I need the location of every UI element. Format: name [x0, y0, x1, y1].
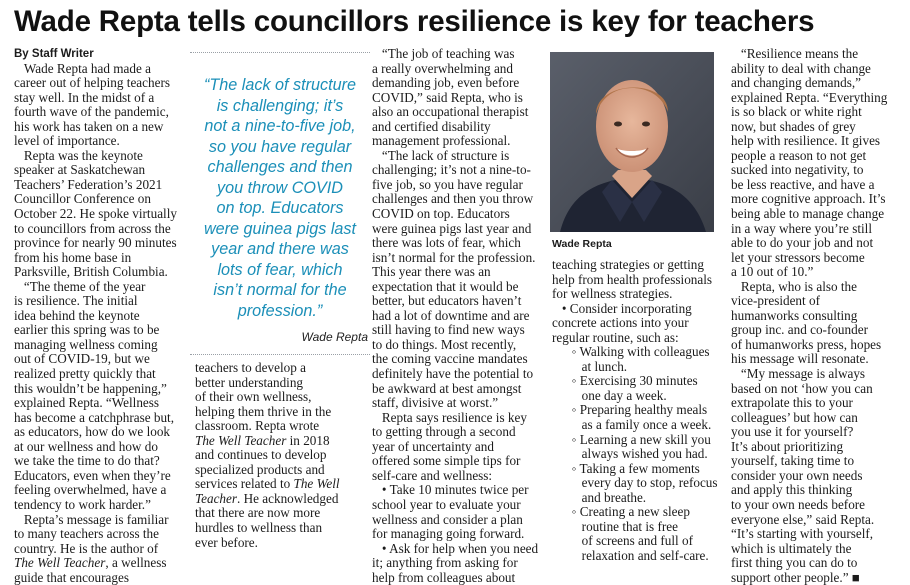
article-column-2	[195, 361, 371, 550]
col1-line: we take the time to do that?	[14, 453, 160, 469]
col3-line: This year there was an	[372, 264, 491, 280]
pull_quote-line: year and there was	[211, 240, 349, 258]
col1-line: earlier this spring was to be	[14, 322, 160, 338]
col3-line: definitely have the potential to	[372, 366, 534, 382]
pull_quote-line: lots of fear, which	[217, 260, 343, 279]
col2-line: better understanding	[195, 374, 304, 390]
col4-line: ◦ Creating a new sleep	[552, 504, 690, 520]
col5-line: Repta, who is also the	[731, 278, 857, 294]
col4-line: one day a week.	[552, 387, 667, 403]
col5-line: sucked into negativity, to	[731, 162, 864, 178]
col1-line: realized pretty quickly that	[14, 366, 156, 382]
col3-line: demanding job, even before	[372, 75, 520, 91]
col3-line: the coming vaccine mandates	[372, 351, 528, 367]
col3-line: still having to find new ways	[372, 322, 525, 338]
col5-line: It’s about prioritizing	[731, 438, 844, 454]
col4-line: for wellness strategies.	[552, 286, 673, 302]
col4-line: help from health professionals	[552, 271, 713, 287]
col1-line: managing wellness coming	[14, 336, 158, 352]
col4-line: every day to stop, refocus	[552, 475, 718, 491]
col3-line: • Take 10 minutes twice per	[372, 482, 529, 498]
col1-line: feeling overwhelmed, have a	[14, 482, 167, 498]
col2-line: specialized products and	[195, 461, 325, 477]
col1-line: has become a catchphrase but,	[14, 409, 175, 425]
col3-line: to do things. Most recently,	[372, 336, 517, 352]
pull_quote-line: is challenging; it’s	[216, 96, 344, 115]
col4-line: teaching strategies or getting	[552, 258, 704, 272]
col5-line: yourself, taking time to	[731, 453, 855, 469]
pull_quote-line: profession.”	[237, 301, 323, 320]
col3-line: also an occupational therapist	[372, 104, 529, 120]
col5-line: now, but shades of grey	[731, 118, 856, 134]
col3-line: challenging; it’s not a nine-to-	[372, 162, 531, 178]
col2-line: that there are now more	[195, 505, 321, 521]
portrait-photo	[550, 52, 714, 232]
col1-line: The Well Teacher, a wellness	[14, 555, 167, 571]
col1-line: from his home base in	[14, 249, 132, 265]
col5-line: and changing demands,”	[731, 75, 862, 91]
col3-line: for managing going forward.	[372, 526, 525, 542]
pull-quote-attribution: Wade Repta	[301, 330, 368, 344]
headline: Wade Repta tells councillors resilience is key for teachers	[14, 5, 815, 38]
col3-line: staff, divisive at worst.”	[372, 395, 499, 411]
col1-line: level of importance.	[14, 133, 120, 149]
col2-line: of their own wellness,	[195, 389, 312, 405]
col5-line: help with resilience. It gives	[731, 133, 881, 149]
col5-line: support other people.” ■	[731, 569, 860, 585]
col5-line: based on not ‘how you can	[731, 380, 873, 396]
col4-line: as a family once a week.	[552, 417, 712, 433]
col3-line: a really overwhelming and	[372, 60, 513, 76]
col3-line: to getting through a second	[372, 424, 516, 440]
col5-line: to your own needs before	[731, 496, 866, 512]
col3-line: school year to evaluate your	[372, 496, 521, 512]
col5-lines	[731, 47, 907, 585]
col5-line: of humanworks press, hopes	[731, 336, 882, 352]
col5-line: explained Repta. “Everything	[731, 89, 888, 105]
col3-line: • Ask for help when you need	[372, 540, 539, 556]
col1-line: as educators, how do we look	[14, 424, 171, 440]
col4-line: at lunch.	[552, 358, 628, 374]
pull_quote-line: isn’t normal for the	[213, 281, 347, 299]
col1-line: province for nearly 90 minutes	[14, 235, 177, 251]
col1-line: fourth wave of the pandemic,	[14, 104, 169, 120]
col3-lines	[372, 47, 546, 585]
col5-line: “My message is always	[731, 366, 866, 382]
col1-line: speaker at Saskatchewan	[14, 162, 146, 178]
col5-line: more cognitive approach. It’s	[731, 191, 886, 207]
col1-line: Repta was the keynote	[14, 147, 143, 163]
col1-line: Teachers’ Federation’s 2021	[14, 176, 163, 192]
col1-line: is resilience. The initial	[14, 293, 138, 309]
col1-line: “The theme of the year	[14, 278, 146, 294]
col3-line: expectation that it would be	[372, 278, 519, 294]
portrait-image	[550, 52, 714, 232]
col1-line: his work has taken on a new	[14, 118, 164, 134]
col4-line: ◦ Learning a new skill you	[552, 431, 711, 447]
col2-line: The Well Teacher in 2018	[195, 432, 330, 448]
col4-line: of screens and full of	[552, 533, 693, 549]
col2-line: hurdles to wellness than	[195, 520, 323, 536]
col5-line: you use it for yourself?	[731, 424, 854, 440]
col2-line: classroom. Repta wrote	[195, 418, 320, 434]
col5-line: vice-president of	[731, 293, 820, 309]
pull-quote	[190, 52, 370, 344]
pull_quote-line: not a nine-to-five job,	[204, 117, 356, 135]
col3-line: “The job of teaching was	[372, 47, 515, 61]
article-column-4	[552, 258, 724, 563]
pull_quote-line: were guinea pigs last	[203, 219, 357, 238]
col3-line: wellness and consider a plan	[372, 511, 523, 527]
col3-line: COVID,” said Repta, who is	[372, 89, 523, 105]
col1-lines	[14, 62, 186, 585]
col4-line: ◦ Preparing healthy meals	[552, 402, 708, 418]
col4-line: ◦ Walking with colleagues	[552, 344, 710, 360]
col5-line: group inc. and co-founder	[731, 322, 868, 338]
col1-line: to councillors from across the	[14, 220, 171, 236]
pull_quote-line: you throw COVID	[217, 178, 343, 197]
col1-line: tendency to work harder.”	[14, 496, 151, 512]
col4-line: routine that is free	[552, 518, 678, 534]
col3-line: management professional.	[372, 133, 511, 149]
col1-line: this wouldn’t be happening,”	[14, 380, 167, 396]
col3-line: better, but educators haven’t	[372, 293, 522, 309]
col4-line: concrete actions into your	[552, 315, 689, 331]
col3-line: self-care and wellness:	[372, 467, 493, 483]
col5-line: able to do your job and not	[731, 235, 874, 251]
col4-line: relaxation and self-care.	[552, 547, 709, 563]
pull_quote-line: so you have regular	[208, 137, 352, 156]
col3-line: COVID on top. Educators	[372, 206, 510, 222]
col3-line: challenges and then you throw	[372, 191, 534, 207]
col5-line: everyone else,” said Repta.	[731, 511, 875, 527]
col3-line: it; anything from asking for	[372, 555, 518, 571]
col4-line: ◦ Taking a few moments	[552, 460, 700, 476]
col2-line: teachers to develop a	[195, 361, 306, 375]
col3-line: be awkward at best amongst	[372, 380, 522, 396]
col2-lines	[195, 361, 371, 550]
col3-line: and certified disability	[372, 118, 491, 134]
col1-line: Parksville, British Columbia.	[14, 264, 168, 280]
col5-line: colleagues’ but how can	[731, 409, 858, 425]
col3-line: offered some simple tips for	[372, 453, 521, 469]
col1-line: at our wellness and how do	[14, 438, 158, 454]
col5-line: extrapolate this to your	[731, 395, 853, 411]
col4-line: and breathe.	[552, 489, 647, 505]
col1-line: country. He is the author of	[14, 540, 159, 556]
article-column-5	[731, 47, 907, 585]
col5-line: which is ultimately the	[731, 540, 852, 556]
pull_quote-line: on top. Educators	[216, 199, 344, 217]
pull_quote-line: challenges and then	[207, 158, 353, 176]
col5-line: consider your own needs	[731, 467, 863, 483]
col5-line: let your stressors become	[731, 249, 865, 265]
col5-line: ability to deal with change	[731, 60, 871, 76]
col5-line: “Resilience means the	[731, 47, 859, 61]
col2-line: Teacher. He acknowledged	[195, 490, 339, 506]
col5-line: his message will resonate.	[731, 351, 869, 367]
col4-line: ◦ Exercising 30 minutes	[552, 373, 698, 389]
col2-line: helping them thrive in the	[195, 403, 332, 419]
pull_quote-line: “The lack of structure	[203, 76, 357, 94]
col5-line: is so black or white right	[731, 104, 862, 120]
col4-line: regular routine, such as:	[552, 329, 679, 345]
col1-line: stay well. In the midst of a	[14, 89, 155, 105]
article-column-1	[14, 47, 186, 585]
col5-line: be less reactive, and have a	[731, 176, 875, 192]
col1-line: Repta’s message is familiar	[14, 511, 169, 527]
col1-line: guide that encourages	[14, 569, 129, 585]
col1-line: Councillor Conference on	[14, 191, 151, 207]
col5-line: in a way where you’re still	[731, 220, 872, 236]
col4-line: always wished you had.	[552, 446, 708, 462]
col1-line: Wade Repta had made a	[14, 60, 151, 76]
col2-line: services related to The Well	[195, 476, 340, 492]
col2-line: and continues to develop	[195, 447, 327, 463]
col3-line: help from colleagues about	[372, 569, 516, 585]
photo-caption: Wade Repta	[552, 238, 612, 250]
col5-line: and apply this thinking	[731, 482, 853, 498]
col1-line: to many teachers across the	[14, 526, 160, 542]
col5-line: humanworks consulting	[731, 307, 858, 323]
col1-line: career out of helping teachers	[14, 75, 170, 91]
col1-line: explained Repta. “Wellness	[14, 395, 160, 411]
col4-line: • Consider incorporating	[552, 300, 692, 316]
col3-line: “The lack of structure is	[372, 147, 510, 163]
col3-line: were guinea pigs last year and	[372, 220, 532, 236]
pull-quote-text	[190, 75, 370, 321]
col3-line: there was lots of fear, which	[372, 235, 521, 251]
col1-line: idea behind the keynote	[14, 307, 140, 323]
col5-line: first thing you can do to	[731, 555, 858, 571]
col3-line: five job, so you have regular	[372, 176, 523, 192]
col5-line: people a reason to not get	[731, 147, 867, 163]
col3-line: year of uncertainty and	[372, 438, 494, 454]
col4-lines	[552, 258, 724, 563]
col3-line: isn’t normal for the profession.	[372, 249, 536, 265]
col2-line: ever before.	[195, 534, 258, 550]
col5-line: “It’s starting with yourself,	[731, 526, 874, 542]
byline: By Staff Writer	[14, 48, 94, 60]
col3-line: Repta says resilience is key	[372, 409, 527, 425]
pull-quote-divider	[190, 354, 370, 355]
col1-line: out of COVID-19, but we	[14, 351, 150, 367]
col3-line: had a lot of downtime and are	[372, 307, 530, 323]
col5-line: being able to manage change	[731, 206, 885, 222]
col5-line: a 10 out of 10.”	[731, 264, 814, 280]
col1-line: Educators, even when they’re	[14, 467, 171, 483]
article-column-3	[372, 47, 546, 585]
col1-line: October 22. He spoke virtually	[14, 206, 177, 222]
